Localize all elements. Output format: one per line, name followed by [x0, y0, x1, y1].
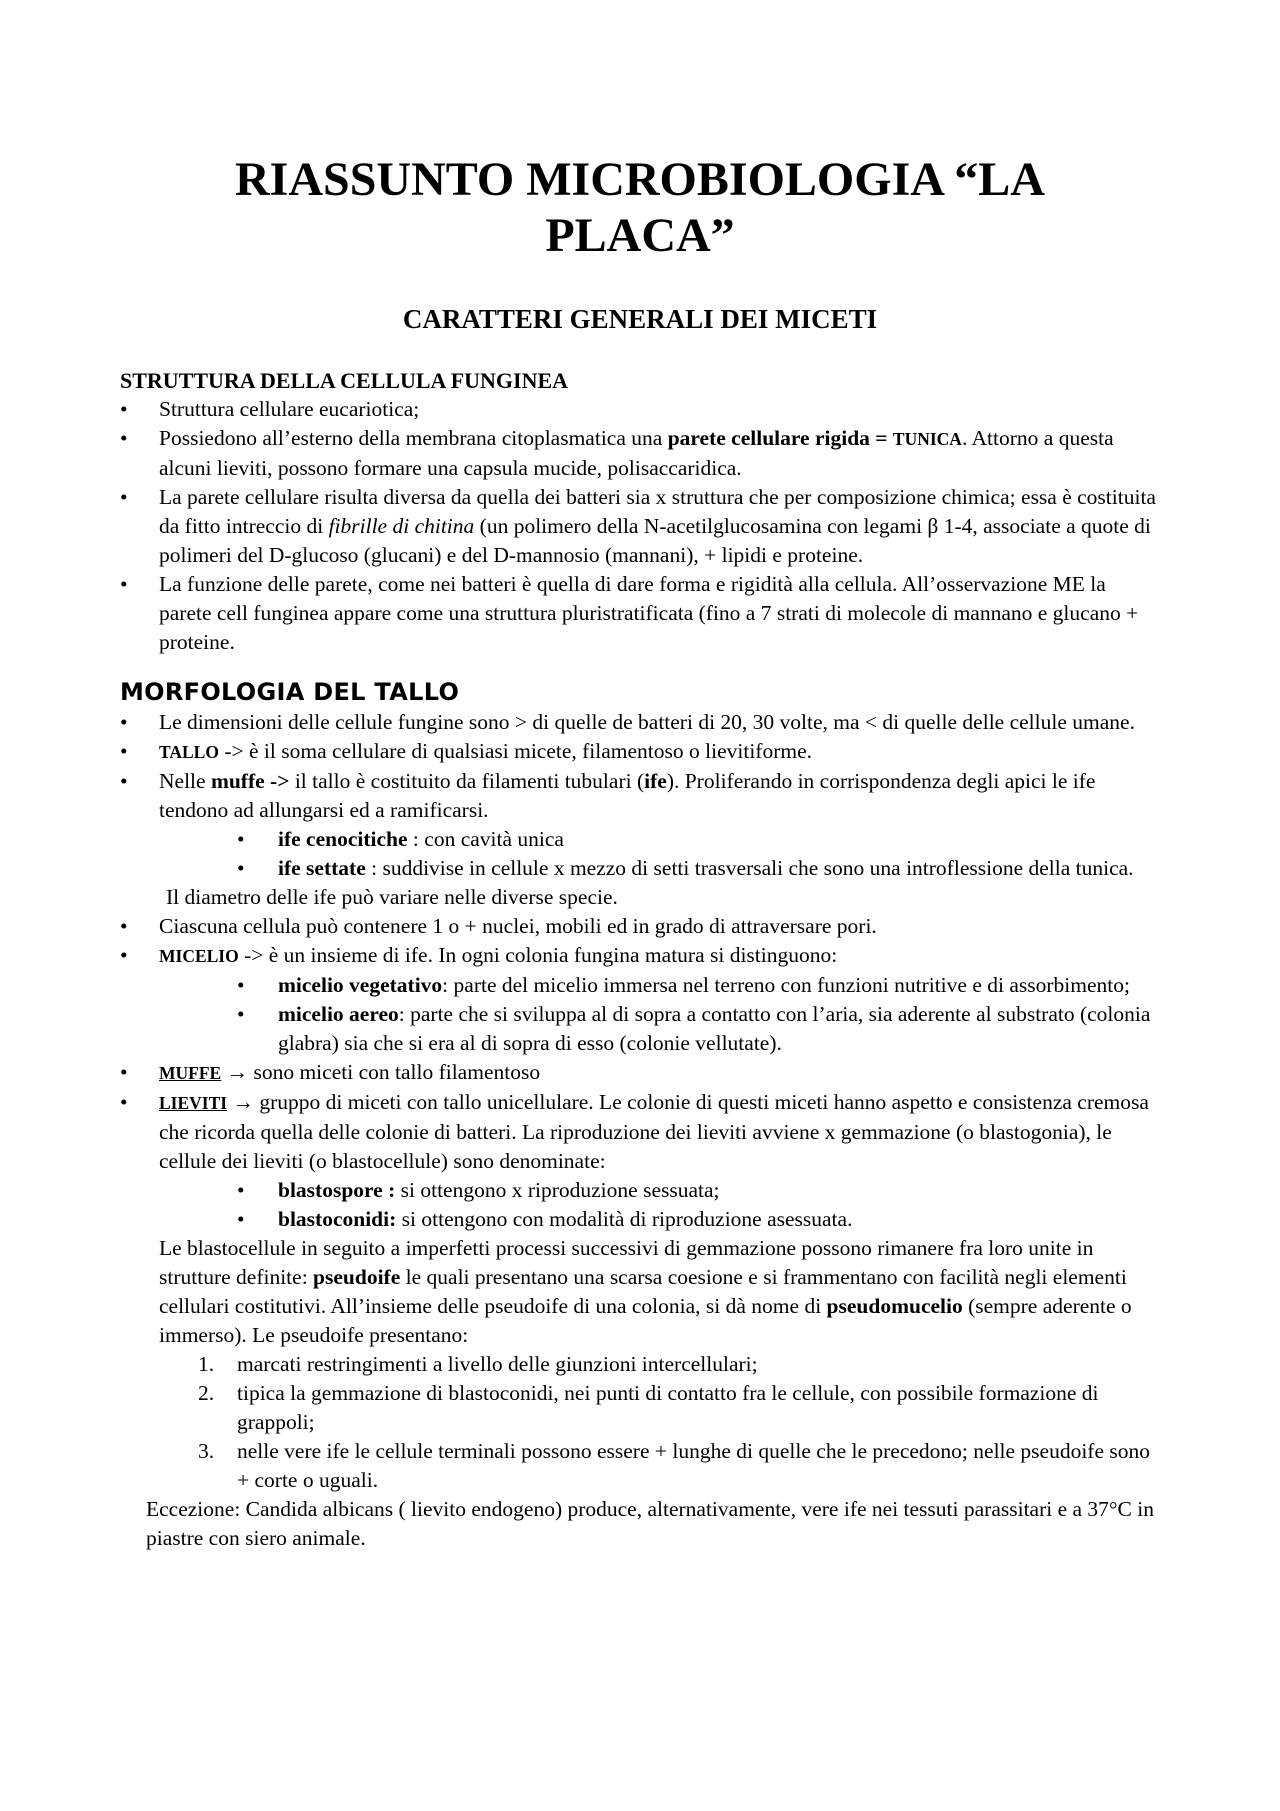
- list-item: [120, 1088, 1160, 1176]
- sub-list-item: [120, 1205, 1160, 1234]
- item-text: Nelle: [159, 769, 211, 793]
- list-item: [120, 1058, 1160, 1088]
- numbered-item: [120, 1350, 1160, 1379]
- paragraph: Il diametro delle ife può variare nelle diverse specie.: [166, 885, 618, 909]
- section-heading-morfologia: MORFOLOGIA DEL TALLO: [120, 678, 460, 706]
- small-caps-term: LIEVITI: [159, 1093, 228, 1113]
- list-item: [120, 912, 1160, 941]
- bold-term: blastoconidi:: [278, 1207, 397, 1231]
- item-text: il tallo è costituito da filamenti tubulari (: [289, 769, 645, 793]
- item-text: nelle vere ife le cellule terminali possono essere + lunghe di quelle che le precedono; nelle pseudoife sono + corte o uguali.: [237, 1439, 1151, 1492]
- bold-term: pseudoife: [313, 1265, 401, 1289]
- item-text: : parte del micelio immersa nel terreno con funzioni nutritive e di assorbimento;: [442, 973, 1130, 997]
- bold-term: parete cellulare rigida =: [667, 426, 893, 450]
- title-line-2: PLACA”: [545, 209, 735, 262]
- numbered-item: [120, 1379, 1160, 1437]
- item-text: -> è il soma cellulare di qualsiasi micete, filamentoso o lievitiforme.: [218, 739, 813, 763]
- document-body: [120, 366, 1160, 1553]
- sub-list-item: [120, 854, 1160, 883]
- bold-term: ife cenocitiche: [278, 827, 408, 851]
- item-text: → gruppo di miceti con tallo unicellulare. Le colonie di questi miceti hanno aspetto e consistenza cremosa che ricorda quella delle colonie di batteri. La riproduzione dei lieviti avviene x gemmazione (o blastogonia), le cellule dei lieviti (o blastocellule) sono denominate:: [159, 1090, 1149, 1173]
- number-label: 3.: [198, 1439, 215, 1463]
- item-text: : con cavità unica: [407, 827, 564, 851]
- document-title: [150, 152, 1130, 264]
- bold-term: micelio vegetativo: [278, 973, 443, 997]
- item-text: : parte che si sviluppa al di sopra a contatto con l’aria, sia aderente al substrato (colonia glabra) sia che si era al di sopra di esso (colonie vellutate).: [278, 1002, 1151, 1055]
- number-label: 2.: [198, 1381, 215, 1405]
- paragraph-text: (sempre aderente o immerso). Le pseudoife presentano:: [159, 1294, 1132, 1347]
- list-item: [120, 708, 1160, 737]
- item-text: (un polimero della N-acetilglucosamina con legami β 1-4, associate a quote di polimeri del D-glucoso (glucani) e del D-mannosio (mannani), + lipidi e proteine.: [159, 514, 1151, 567]
- paragraph-text: Le blastocellule in seguito a imperfetti processi successivi di gemmazione possono rimanere fra loro unite in strutture definite:: [159, 1236, 1094, 1289]
- bold-term: ife: [644, 769, 667, 793]
- sub-list-item: [120, 1176, 1160, 1205]
- title-line-1: RIASSUNTO MICROBIOLOGIA “LA: [235, 153, 1045, 206]
- item-text: si ottengono con modalità di riproduzione asessuata.: [396, 1207, 853, 1231]
- bold-term: blastospore :: [278, 1178, 396, 1202]
- list-item: [120, 570, 1160, 657]
- item-text: Possiedono all’esterno della membrana citoplasmatica una: [159, 426, 668, 450]
- list-item: [120, 483, 1160, 570]
- small-caps-term: MICELIO: [159, 946, 239, 966]
- bold-term: micelio aereo: [278, 1002, 399, 1026]
- list-item: [120, 767, 1160, 825]
- bold-term: pseudomucelio: [826, 1294, 963, 1318]
- list-item: [120, 395, 1160, 424]
- item-text: Struttura cellulare eucariotica;: [159, 397, 420, 421]
- item-text: tipica la gemmazione di blastoconidi, nei punti di contatto fra le cellule, con possibile formazione di grappoli;: [237, 1381, 1099, 1434]
- item-text: Ciascuna cellula può contenere 1 o + nuclei, mobili ed in grado di attraversare pori.: [159, 914, 877, 938]
- paragraph: [120, 1234, 1160, 1350]
- item-text: . Attorno a questa alcuni lieviti, possono formare una capsula mucide, polisaccaridica.: [159, 426, 1114, 480]
- small-caps-term: TALLO: [159, 742, 219, 762]
- item-text: La parete cellulare risulta diversa da quella dei batteri sia x struttura che per composizione chimica; essa è costituita da fitto intreccio di: [159, 485, 1156, 538]
- paragraph: Eccezione: Candida albicans ( lievito endogeno) produce, alternativamente, vere ife nei tessuti parassitari e a 37°C in piastre con siero animale.: [146, 1497, 1154, 1550]
- numbered-item: [120, 1437, 1160, 1495]
- number-label: 1.: [198, 1352, 215, 1376]
- bold-term: muffe ->: [210, 769, 290, 793]
- document-subtitle: CARATTERI GENERALI DEI MICETI: [402, 304, 878, 334]
- item-text: marcati restringimenti a livello delle giunzioni intercellulari;: [237, 1352, 758, 1376]
- list-item: [120, 737, 1160, 767]
- item-text: : suddivise in cellule x mezzo di setti trasversali che sono una introflessione della tunica.: [365, 856, 1134, 880]
- paragraph-text: le quali presentano una scarsa coesione e si frammentano con facilità negli elementi cellulari costitutivi. All’insieme delle pseudoife di una colonia, si dà nome di: [159, 1265, 1127, 1318]
- item-text: ). Proliferando in corrispondenza degli apici le ife tendono ad allungarsi ed a ramificarsi.: [159, 769, 1096, 822]
- small-caps-term: MUFFE: [159, 1063, 222, 1083]
- item-text: Le dimensioni delle cellule fungine sono > di quelle de batteri di 20, 30 volte, ma < di quelle delle cellule umane.: [159, 710, 1135, 734]
- list-item: [120, 941, 1160, 971]
- item-text: → sono miceti con tallo filamentoso: [221, 1060, 541, 1084]
- list-item: [120, 424, 1160, 483]
- item-text: -> è un insieme di ife. In ogni colonia fungina matura si distinguono:: [238, 943, 838, 967]
- bold-term: ife settate: [278, 856, 366, 880]
- small-caps-term: TUNICA: [892, 429, 962, 449]
- item-text: si ottengono x riproduzione sessuata;: [395, 1178, 720, 1202]
- sub-list-item: [120, 1000, 1160, 1058]
- sub-list-item: [120, 825, 1160, 854]
- sub-list-item: [120, 971, 1160, 1000]
- italic-term: fibrille di chitina: [328, 514, 475, 538]
- section-heading-struttura: STRUTTURA DELLA CELLULA FUNGINEA: [120, 368, 569, 393]
- item-text: La funzione delle parete, come nei batteri è quella di dare forma e rigidità alla cellula. All’osservazione ME la parete cell funginea appare come una struttura pluristratificata (fino a 7 strati di molecole di mannano e glucano + proteine.: [159, 572, 1139, 654]
